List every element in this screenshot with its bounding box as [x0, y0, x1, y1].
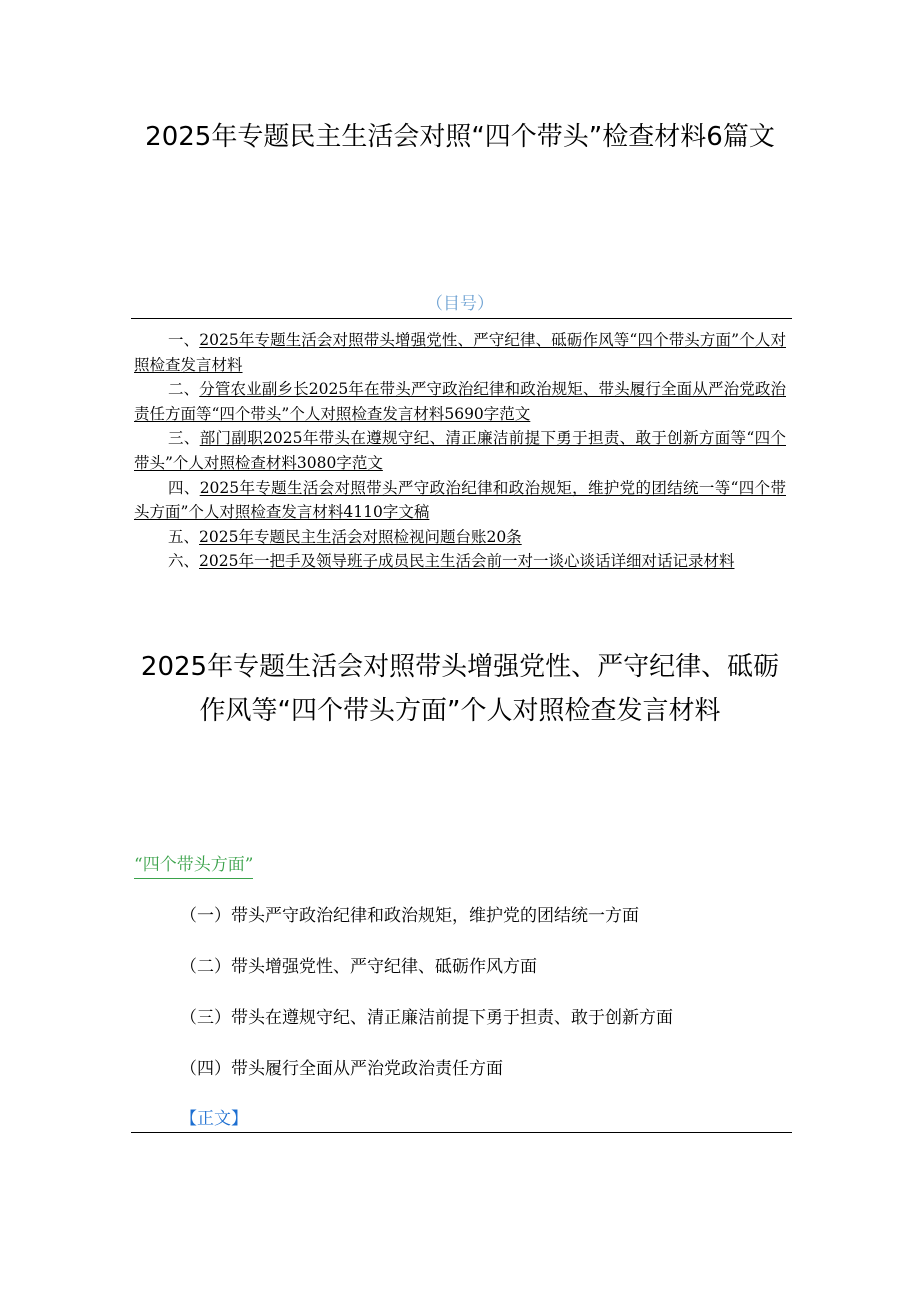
aspect-item-2: （二）带头增强党性、严守纪律、砥砺作风方面	[180, 957, 537, 977]
toc-item-prefix: 四、	[168, 478, 200, 497]
document-title: 2025年专题民主生活会对照“四个带头”检查材料6篇文	[145, 122, 775, 152]
aspects-list	[180, 904, 673, 1108]
toc-item-prefix: 五、	[168, 527, 200, 546]
toc-item-2[interactable]	[134, 377, 786, 426]
toc-item-prefix: 六、	[168, 552, 200, 571]
toc-item-5[interactable]	[134, 525, 786, 550]
body-divider	[131, 1132, 792, 1133]
toc-link[interactable]: 2025年专题民主生活会对照检视问题台账20条	[199, 527, 522, 546]
toc-item-prefix: 一、	[168, 331, 200, 349]
toc-link[interactable]: 2025年专题生活会对照带头增强党性、严守纪律、砥砺作风等“四个带头方面”个人对照检查发言材料	[134, 331, 786, 374]
aspect-item-4: （四）带头履行全面从严治党政治责任方面	[180, 1059, 503, 1079]
section-title: 2025年专题生活会对照带头增强党性、严守纪律、砥砺作风等“四个带头方面”个人对照检查发言材料	[140, 652, 780, 726]
toc-item-1[interactable]	[134, 328, 786, 377]
toc-heading: （目号）	[426, 294, 494, 314]
toc-link[interactable]: 部门副职2025年带头在遵规守纪、清正廉洁前提下勇于担责、敢于创新方面等“四个带头”个人对照检查材料3080字范文	[134, 429, 786, 472]
toc-item-prefix: 二、	[168, 380, 200, 399]
aspect-item-1: （一）带头严守政治纪律和政治规矩，维护党的团结统一方面	[180, 906, 639, 926]
body-label: 【正文】	[180, 1109, 248, 1129]
toc-item-4[interactable]	[134, 476, 786, 525]
toc-item-6[interactable]	[134, 549, 786, 574]
toc-item-3[interactable]	[134, 426, 786, 475]
toc-top-divider	[131, 318, 792, 319]
toc-item-prefix: 三、	[168, 429, 200, 448]
aspect-item-3: （三）带头在遵规守纪、清正廉洁前提下勇于担责、敢于创新方面	[180, 1008, 673, 1028]
aspects-label: “四个带头方面”	[134, 853, 253, 879]
toc-link[interactable]: 分管农业副乡长2025年在带头严守政治纪律和政治规矩、带头履行全面从严治党政治责任方面等“四个带头”个人对照检查发言材料5690字范文	[134, 380, 786, 423]
table-of-contents	[134, 328, 786, 574]
toc-link[interactable]: 2025年一把手及领导班子成员民主生活会前一对一谈心谈话详细对话记录材料	[199, 552, 735, 571]
toc-link[interactable]: 2025年专题生活会对照带头严守政治纪律和政治规矩，维护党的团结统一等“四个带头方面”个人对照检查发言材料4110字文稿	[134, 478, 786, 522]
